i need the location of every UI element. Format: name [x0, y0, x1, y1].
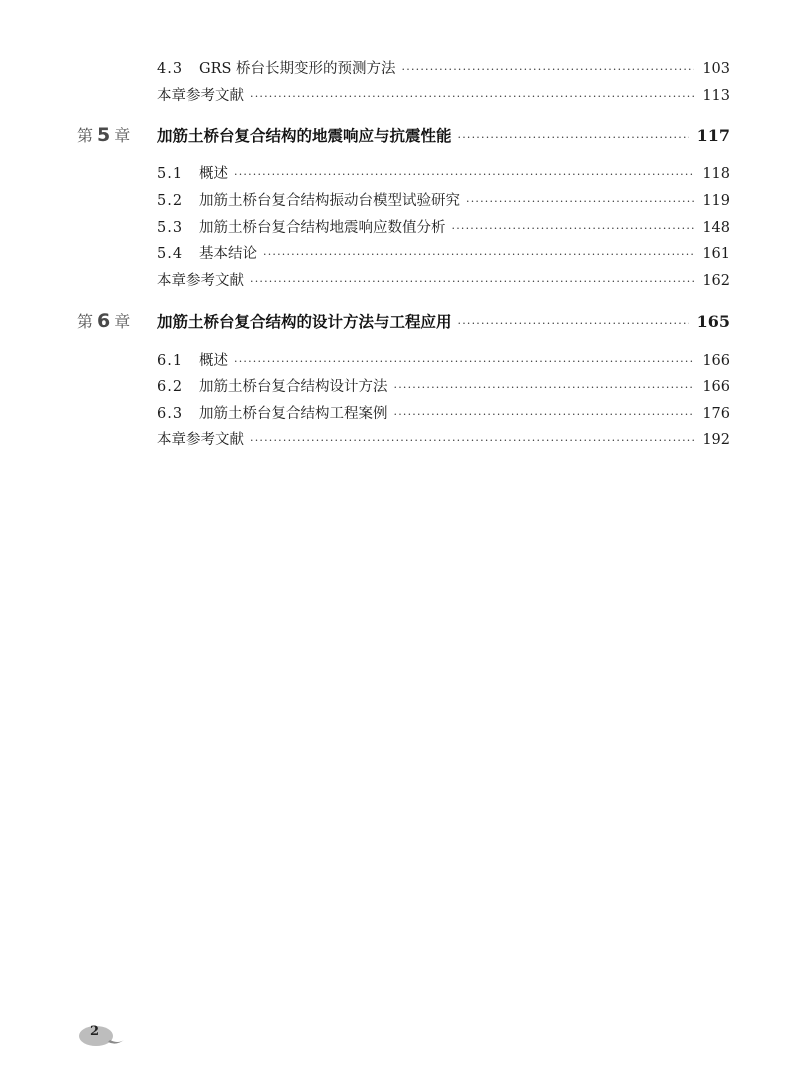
page-number: 166 [702, 353, 730, 369]
page-number-label: 2 [90, 1024, 100, 1039]
toc-chapter-5[interactable] [77, 125, 730, 148]
dot-leader [263, 245, 694, 265]
dot-leader [458, 314, 689, 334]
dot-leader [234, 165, 694, 185]
dot-leader [458, 128, 689, 148]
dot-leader [250, 272, 694, 292]
references-title: 本章参考文献 [157, 273, 244, 289]
section-number: 5.4 [157, 246, 184, 262]
section-number: 5.3 [157, 220, 184, 236]
dot-leader [234, 352, 694, 372]
toc-entry-5-3[interactable] [157, 218, 730, 239]
section-title: 概述 [199, 353, 228, 369]
section-number: 6.1 [157, 353, 184, 369]
section-number: 6.3 [157, 406, 184, 422]
toc-entry-6-1[interactable] [157, 351, 730, 372]
toc-entry-chapter4-references[interactable] [157, 86, 730, 107]
section-number: 5.2 [157, 193, 184, 209]
toc-entry-4-3[interactable] [157, 59, 730, 80]
chapter-number: 6 [97, 310, 112, 332]
page-number: 103 [702, 61, 730, 77]
page-number: 113 [702, 88, 730, 104]
dot-leader [466, 192, 694, 212]
section-title: 加筋土桥台复合结构设计方法 [199, 379, 388, 395]
page-badge-icon [78, 1022, 128, 1048]
section-title: GRS 桥台长期变形的预测方法 [199, 61, 396, 77]
toc-entry-5-1[interactable] [157, 164, 730, 185]
section-title: 加筋土桥台复合结构工程案例 [199, 406, 388, 422]
page-number: 162 [702, 273, 730, 289]
page-number: 176 [702, 406, 730, 422]
chapter-label [77, 311, 157, 332]
dot-leader [394, 405, 695, 425]
chapter-prefix: 第 [77, 312, 95, 331]
toc-entry-6-2[interactable] [157, 377, 730, 398]
page-number: 165 [696, 312, 730, 331]
dot-leader [452, 219, 695, 239]
page-number: 118 [702, 166, 730, 182]
page-number: 161 [702, 246, 730, 262]
section-title: 加筋土桥台复合结构振动台模型试验研究 [199, 193, 460, 209]
footer-page-number [78, 1022, 122, 1046]
page-number: 192 [702, 432, 730, 448]
toc-entry-6-3[interactable] [157, 404, 730, 425]
page-number: 166 [702, 379, 730, 395]
page-number: 148 [702, 220, 730, 236]
references-title: 本章参考文献 [157, 432, 244, 448]
dot-leader [402, 60, 695, 80]
toc-chapter-6[interactable] [77, 311, 730, 334]
section-title: 基本结论 [199, 246, 257, 262]
toc-entry-5-2[interactable] [157, 191, 730, 212]
chapter-suffix: 章 [114, 126, 132, 145]
dot-leader [250, 87, 694, 107]
chapter-number: 5 [97, 124, 112, 146]
chapter-label [77, 125, 157, 146]
chapter-prefix: 第 [77, 126, 95, 145]
toc-entry-chapter6-references[interactable] [157, 430, 730, 451]
toc-entry-5-4[interactable] [157, 244, 730, 265]
section-number: 4.3 [157, 61, 184, 77]
chapter-suffix: 章 [114, 312, 132, 331]
page-number: 119 [702, 193, 730, 209]
chapter-title: 加筋土桥台复合结构的设计方法与工程应用 [157, 313, 452, 331]
section-title: 加筋土桥台复合结构地震响应数值分析 [199, 220, 446, 236]
section-number: 5.1 [157, 166, 184, 182]
dot-leader [250, 431, 694, 451]
references-title: 本章参考文献 [157, 88, 244, 104]
section-title: 概述 [199, 166, 228, 182]
section-number: 6.2 [157, 379, 184, 395]
toc-entry-chapter5-references[interactable] [157, 271, 730, 292]
chapter-title: 加筋土桥台复合结构的地震响应与抗震性能 [157, 127, 452, 145]
dot-leader [394, 378, 695, 398]
page-number: 117 [696, 126, 730, 145]
